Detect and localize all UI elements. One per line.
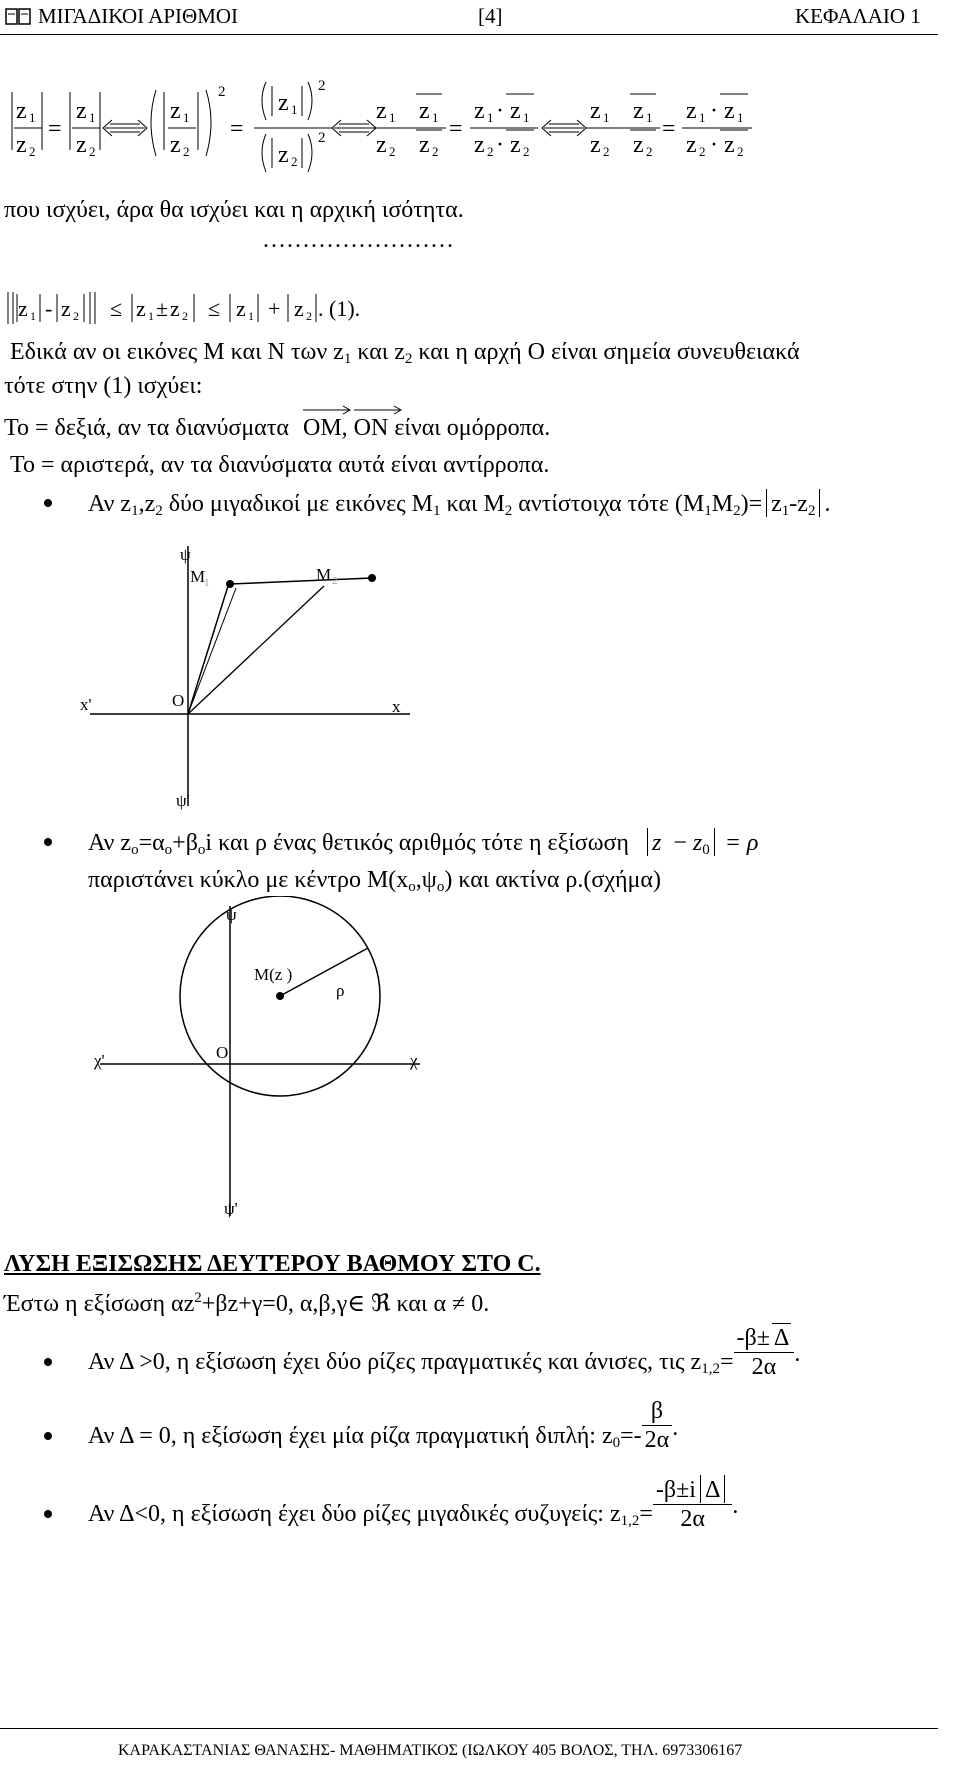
label-x: x (392, 697, 401, 716)
svg-text:z: z (170, 98, 181, 124)
svg-text:1: 1 (432, 110, 439, 125)
svg-text:z: z (170, 132, 181, 158)
svg-text:·: · (496, 98, 504, 124)
svg-text:2: 2 (432, 144, 439, 159)
svg-text:2: 2 (89, 144, 96, 159)
label-center: M(z ) (254, 965, 293, 984)
case-negative: Αν Δ<0, η εξίσωση έχει δύο ρίζες μιγαδικές συζυγείς: $z_{1,2}=$ $\frac{\text{-β±i Δ}}{2\alpha}$ . (88, 1476, 739, 1532)
figure-distance (80, 536, 440, 816)
svg-text:2: 2 (603, 144, 610, 159)
svg-text:z: z (510, 132, 521, 158)
left-equality-line: Το = αριστερά, αν τα διανύσματα αυτά είναι αντίρροπα. (10, 452, 550, 478)
svg-text:z: z (294, 296, 304, 321)
center-point (276, 992, 284, 1000)
label-m2: M (316, 565, 332, 584)
svg-text:z: z (18, 296, 28, 321)
svg-text:z: z (510, 98, 521, 124)
svg-text:1: 1 (183, 110, 190, 125)
svg-text:z: z (474, 98, 485, 124)
svg-text:1: 1 (646, 110, 653, 125)
svg-text:2: 2 (737, 144, 744, 159)
svg-text:z: z (278, 142, 289, 168)
case-zero: Αν Δ = 0, η εξίσωση έχει μία ρίζα πραγματική διπλή: $z_0=-$ $\frac{\beta}{2\alpha}$ . (88, 1398, 679, 1453)
svg-text:2: 2 (318, 80, 326, 94)
svg-text:z: z (633, 98, 644, 124)
dots-line: …………………… (262, 227, 454, 253)
svg-text:z: z (170, 296, 180, 321)
svg-text:1: 1 (29, 110, 36, 125)
header-title: ΜΙΓΑΔΙΚΟΙ ΑΡΙΘΜΟΙ (38, 4, 239, 28)
bullet-distance: Αν $z_1,z_2$ δύο μιγαδικοί με εικόνες $M_1$ και $M_2$ αντίστοιχα τότε $(M_1M_2)= z_1-z_2$ . (88, 491, 831, 519)
header-chapter: ΚΕΦΑΛΑΙΟ 1 (795, 4, 921, 28)
vector-arrow-icon (354, 404, 404, 416)
bullet-circle-equation: Αν $z_o=\alpha_o+\beta_oi$ και ρ ένας θετικός αριθμός τότε η εξίσωση $z - z_0 = \rho$ (88, 830, 759, 858)
svg-text:z: z (376, 132, 387, 158)
svg-text:·: · (496, 132, 504, 158)
svg-text:2: 2 (318, 130, 326, 146)
svg-text:·: · (710, 98, 718, 124)
label-origin: O (172, 691, 185, 710)
equation-intro: Έστω η εξίσωση $\alpha z^2+\beta z+\gamma=0$, α,β,γ∈ ℜ και α ≠ 0. (4, 1290, 490, 1317)
svg-text:±: ± (156, 296, 169, 321)
svg-text:z: z (474, 132, 485, 158)
svg-text:2: 2 (29, 144, 36, 159)
svg-text:2: 2 (523, 144, 530, 159)
label-origin: O (216, 1043, 229, 1062)
label-chi-prime: χ' (94, 1051, 105, 1070)
label-x-prime: x' (80, 695, 92, 714)
svg-text:2: 2 (218, 84, 226, 100)
svg-text:≤: ≤ (110, 296, 123, 321)
bullet-dot (44, 1510, 52, 1518)
point-m1 (226, 580, 234, 588)
svg-text:2: 2 (389, 144, 396, 159)
svg-text:1: 1 (389, 110, 396, 125)
holds-text: που ισχύει, άρα θα ισχύει και η αρχική ισότητα. (4, 197, 464, 223)
svg-text:z: z (724, 98, 735, 124)
then-line: τότε στην (1) ισχύει: (4, 373, 203, 399)
svg-text:z: z (76, 98, 87, 124)
svg-text:z: z (16, 132, 27, 158)
svg-text:-: - (45, 296, 53, 321)
bullet-dot (44, 838, 52, 846)
svg-text:z: z (278, 90, 289, 116)
svg-text:z: z (419, 98, 430, 124)
svg-text:z: z (376, 98, 387, 124)
label-psi: ψ (180, 545, 191, 564)
footer-rule (0, 1728, 938, 1729)
label-psi-prime: ψ' (224, 1199, 238, 1218)
radius-line (280, 948, 368, 996)
right-equality-line: Το = δεξιά, αν τα διανύσματα ΟΜ, ΟΝ είναι ομόρροπα. (4, 414, 550, 442)
figure-circle (80, 896, 440, 1226)
svg-text:1: 1 (603, 110, 610, 125)
svg-text:≤: ≤ (208, 296, 221, 321)
svg-text:z: z (686, 132, 697, 158)
svg-text:z: z (236, 296, 246, 321)
svg-text:z: z (590, 98, 601, 124)
eq-z: z (16, 98, 27, 124)
label-m1: M (190, 567, 206, 586)
header-page: [4] (478, 4, 503, 28)
book-icon (4, 6, 32, 28)
special-case-line: Εδικά αν οι εικόνες Μ και Ν των $z_1$ και $z_2$ και η αρχή Ο είναι σημεία συνευθειακά (10, 339, 800, 367)
modulus-equation (0, 80, 960, 190)
svg-text:z: z (76, 132, 87, 158)
svg-text:·: · (710, 132, 718, 158)
svg-text:. (1).: . (1). (318, 296, 361, 321)
svg-text:1: 1 (699, 110, 706, 125)
svg-text:2: 2 (291, 154, 298, 169)
svg-text:1: 1 (148, 309, 154, 323)
svg-text:=: = (48, 116, 62, 142)
svg-text:1: 1 (737, 110, 744, 125)
svg-text:2: 2 (306, 309, 312, 323)
bullet-dot (44, 499, 52, 507)
svg-text:1: 1 (30, 309, 36, 323)
bullet-dot (44, 1432, 52, 1440)
svg-text:1: 1 (248, 309, 254, 323)
bullet-dot (44, 1358, 52, 1366)
label-psi: ψ (226, 905, 237, 924)
section-title: ΛΥΣΗ ΕΞΙΣΩΣΗΣ ΔΕΥΤΈΡΟΥ ΒΑΘΜΟΥ ΣΤΟ C. (4, 1251, 541, 1277)
svg-text:2: 2 (487, 144, 494, 159)
svg-text:z: z (633, 132, 644, 158)
svg-text:1: 1 (291, 102, 298, 117)
segment-m1m2 (230, 578, 372, 584)
svg-text:2: 2 (699, 144, 706, 159)
header-rule (0, 34, 938, 35)
svg-text:1: 1 (523, 110, 530, 125)
svg-text:2: 2 (73, 309, 79, 323)
svg-text:z: z (136, 296, 146, 321)
vector-arrow-icon (303, 404, 353, 416)
triangle-inequality (0, 288, 460, 328)
label-radius: ρ (336, 981, 345, 1000)
segment-om1-b (188, 588, 236, 714)
footer-text: ΚΑΡΑΚΑΣΤΑΝΙΑΣ ΘΑΝΑΣΗΣ- ΜΑΘΗΜΑΤΙΚΟΣ (ΙΩΛΚΟΥ 405 ΒΟΛΟΣ, ΤΗΛ. 6973306167 (118, 1742, 743, 1759)
svg-text:=: = (230, 116, 244, 142)
svg-text:1: 1 (204, 577, 210, 589)
svg-text:1: 1 (89, 110, 96, 125)
svg-text:z: z (724, 132, 735, 158)
svg-text:1: 1 (487, 110, 494, 125)
svg-text:z: z (419, 132, 430, 158)
svg-text:+: + (268, 296, 281, 321)
svg-text:2: 2 (332, 575, 338, 587)
svg-text:2: 2 (646, 144, 653, 159)
svg-text:=: = (449, 116, 463, 142)
svg-text:=: = (662, 116, 676, 142)
svg-text:2: 2 (182, 309, 188, 323)
circle-description: παριστάνει κύκλο με κέντρο $M(x_o,\psi_o)$ και ακτίνα ρ.(σχήμα) (88, 867, 661, 895)
svg-text:z: z (61, 296, 71, 321)
svg-text:2: 2 (183, 144, 190, 159)
svg-text:z: z (590, 132, 601, 158)
label-chi: χ (410, 1051, 418, 1070)
label-psi-prime: ψ' (176, 791, 190, 810)
case-positive: Αν Δ >0, η εξίσωση έχει δύο ρίζες πραγματικές και άνισες, τις $z_{1,2}=$ $\frac{-\beta\pm \Delta}{2\alpha}$ . (88, 1324, 801, 1380)
svg-text:z: z (686, 98, 697, 124)
point-m2 (368, 574, 376, 582)
